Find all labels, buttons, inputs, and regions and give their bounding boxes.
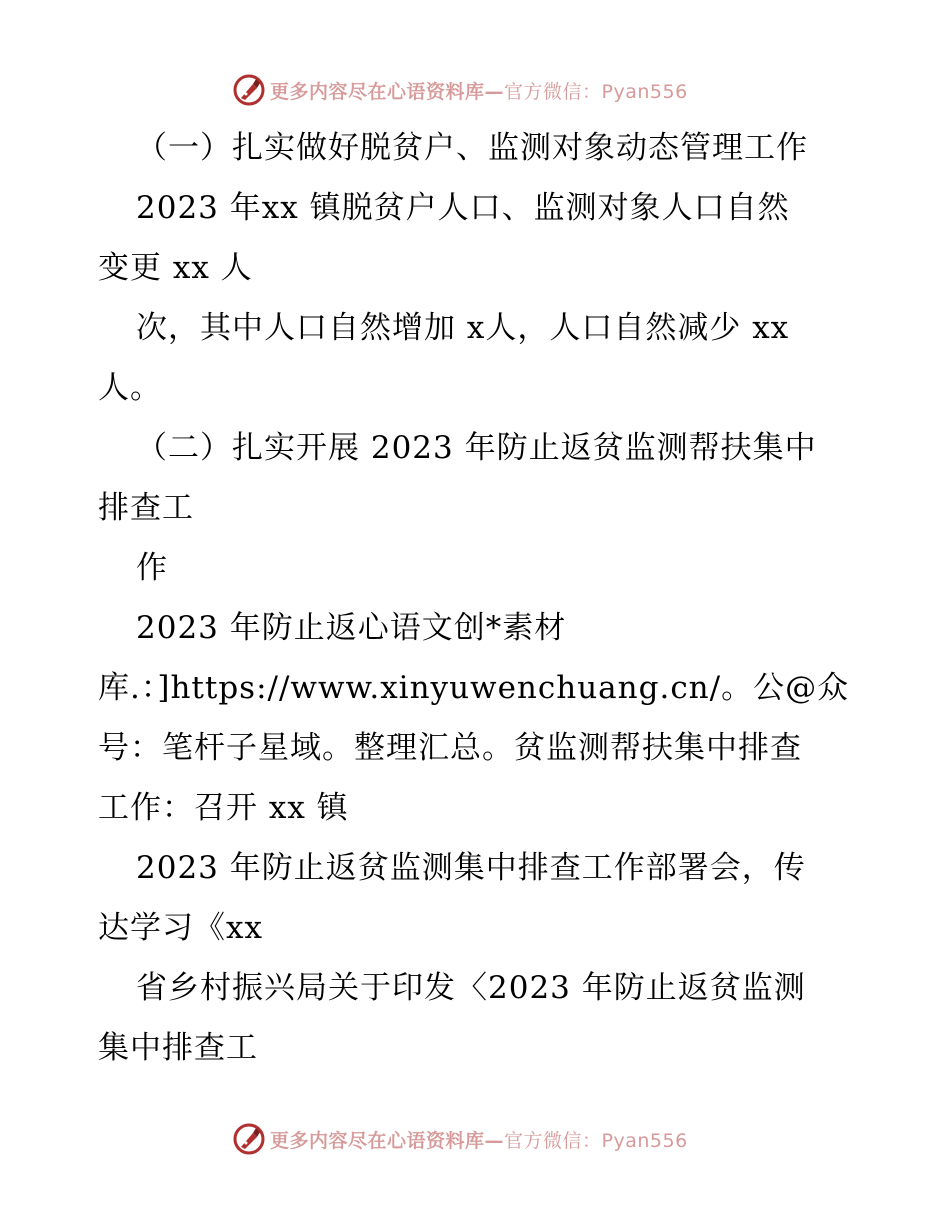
- header-banner: [232, 72, 732, 108]
- document-body: [98, 118, 858, 1078]
- text-line: 号：笔杆子星域。整理汇总。贫监测帮扶集中排查: [98, 730, 802, 766]
- banner-main-text: 更多内容尽在心语资料库—: [270, 1129, 505, 1152]
- text-line: （一）扎实做好脱贫户、监测对象动态管理工作: [136, 130, 808, 166]
- text-line: 省乡村振兴局关于印发〈2023 年防止返贫监测: [136, 970, 806, 1006]
- text-line: 达学习《xx: [98, 910, 263, 946]
- pen-nib-logo-icon: [232, 1122, 266, 1156]
- text-line: 人。: [98, 370, 162, 406]
- text-line: （二）扎实开展 2023 年防止返贫监测帮扶集中: [136, 430, 817, 466]
- text-line: 次，其中人口自然增加 x人，人口自然减少 xx: [136, 310, 790, 346]
- footer-banner: [232, 1121, 732, 1157]
- text-line: 工作：召开 xx 镇: [98, 790, 349, 826]
- text-line: 排查工: [98, 490, 194, 526]
- text-line: 2023 年防止返贫监测集中排查工作部署会，传: [136, 850, 806, 886]
- text-line: 作: [136, 550, 168, 586]
- banner-wechat-text: 官方微信：Pyan556: [504, 80, 688, 103]
- text-line: 2023 年防止返心语文创*素材: [136, 610, 567, 646]
- banner-main-text: 更多内容尽在心语资料库—: [270, 80, 505, 103]
- banner-wechat-text: 官方微信：Pyan556: [504, 1129, 688, 1152]
- text-line: 2023 年xx 镇脱贫户人口、监测对象人口自然: [136, 190, 790, 226]
- text-line: 集中排查工: [98, 1030, 258, 1066]
- text-line: 变更 xx 人: [98, 250, 253, 286]
- pen-nib-logo-icon: [232, 73, 266, 107]
- text-line: 库.：]https://www.xinyuwenchuang.cn/。公@众: [98, 670, 850, 706]
